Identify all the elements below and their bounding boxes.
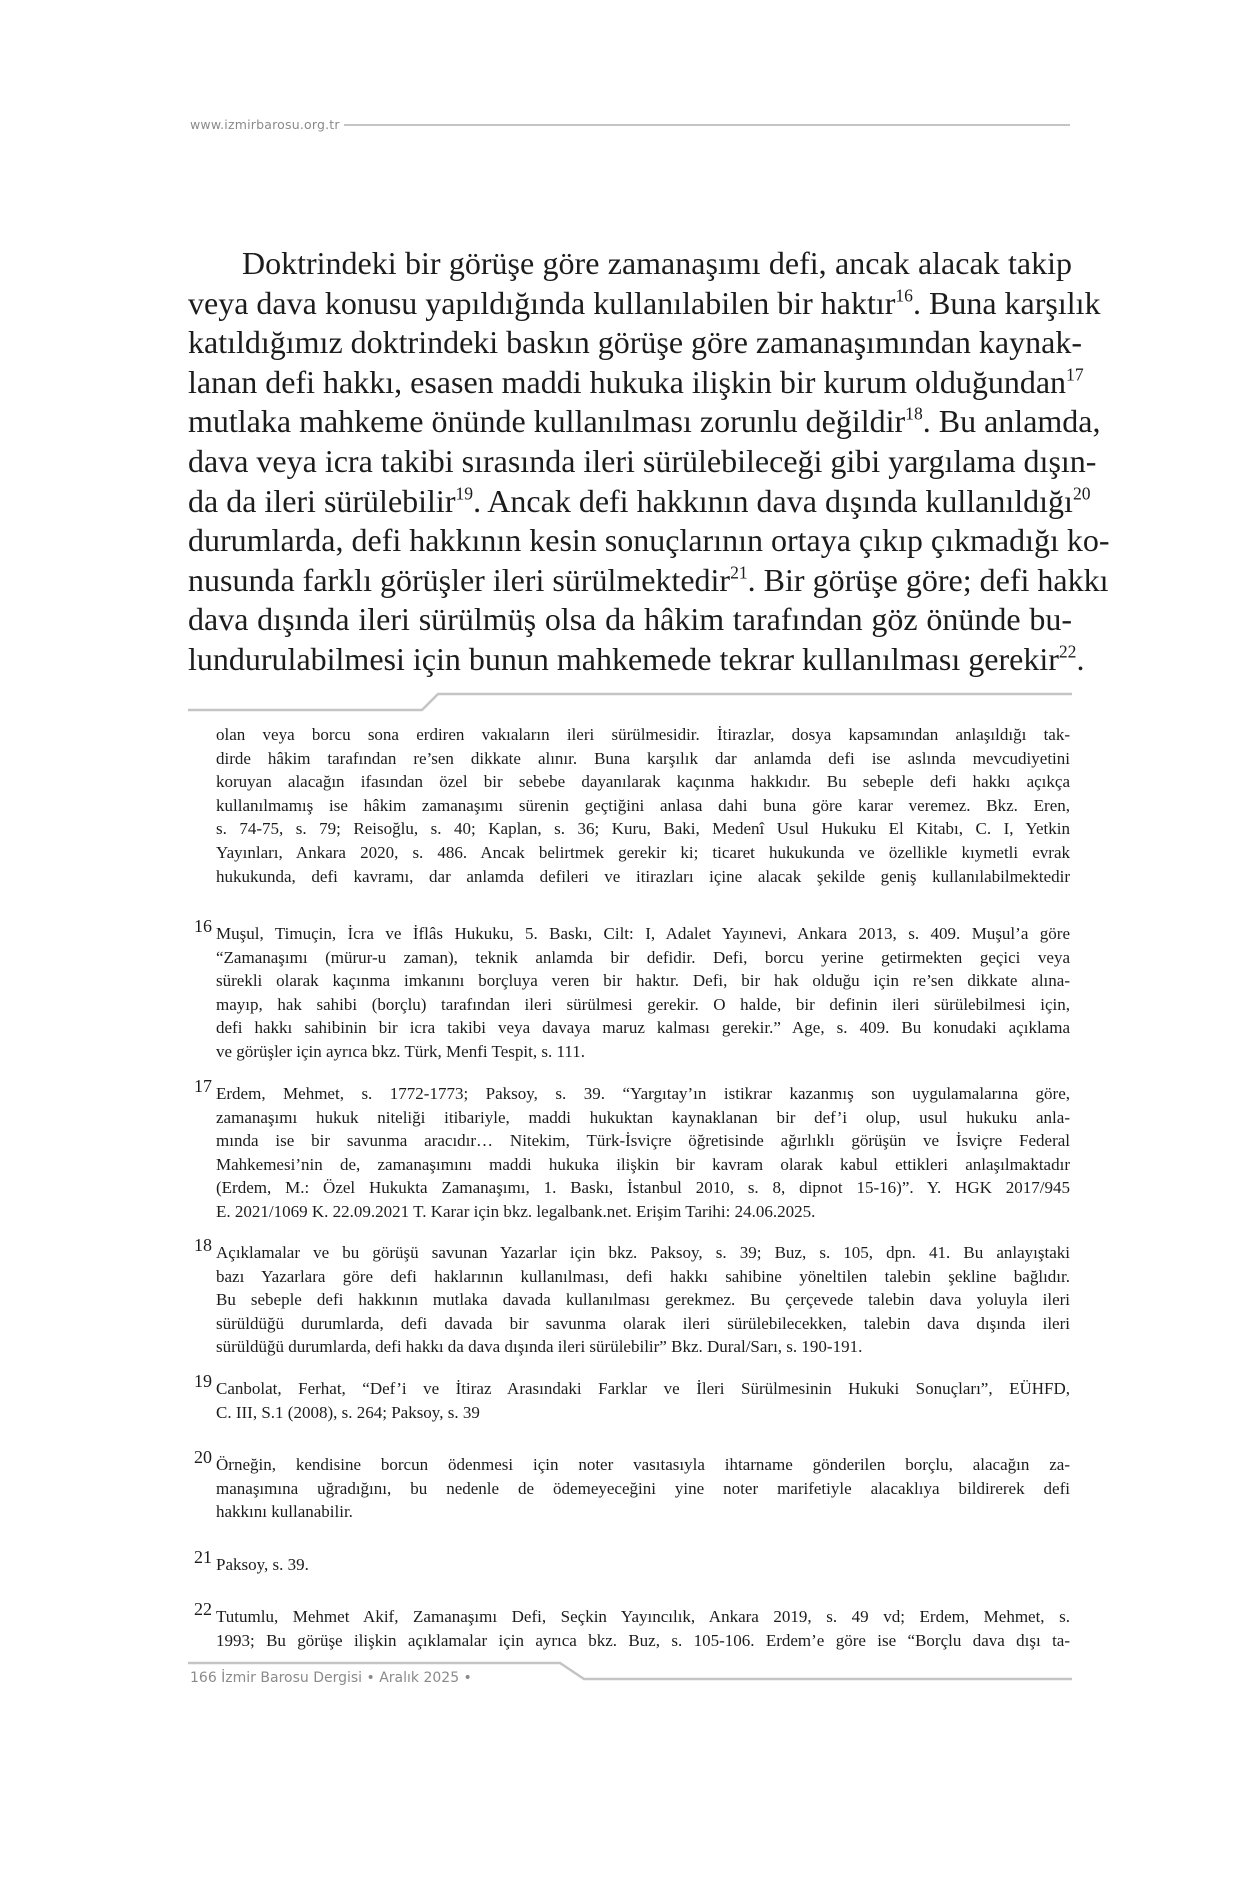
footnote-line: Paksoy, s. 39. <box>216 1555 309 1574</box>
footnote-number: 21 <box>194 1547 212 1567</box>
footnote-line: Yayınları, Ankara 2020, s. 486. Ancak belirtmek gerekir ki; ticaret hukukunda ve özellikle kıymetli evrak <box>216 842 1070 862</box>
footnote-line: “Zamanaşımı (mürur-u zaman), teknik anlamda bir defidir. Defi, borcu yerine getirmekten geçici veya <box>216 947 1070 967</box>
footnote-line: kullanılmamış ise hâkim zamanaşımı sürenin geçtiğini anlasa dahi buna göre karar veremez. Bkz. Eren, <box>216 795 1070 815</box>
footnote-number: 16 <box>194 916 212 936</box>
footnote-line: Tutumlu, Mehmet Akif, Zamanaşımı Defi, Seçkin Yayıncılık, Ankara 2019, s. 49 vd; Erdem, Mehmet, s. <box>216 1607 1070 1626</box>
footnote-line: sürüldüğü durumlarda, defi davada bir savunma olarak ileri sürülebilecekken, talebin dava dışında ileri <box>216 1313 1070 1333</box>
header-url: www.izmirbarosu.org.tr <box>190 117 340 132</box>
main-line: lanan defi hakkı, esasen maddi hukuka ilişkin bir kurum olduğundan$^{17}$ <box>188 363 1084 400</box>
footnote-line: (Erdem, M.: Özel Hukukta Zamanaşımı, 1. Baskı, İstanbul 2010, s. 8, dipnot 15-16)”. Y. HGK 2017/945 <box>216 1178 1070 1198</box>
footnote-number: 19 <box>194 1371 212 1391</box>
main-line: veya dava konusu yapıldığında kullanılabilen bir haktır$^{16}$. Buna karşılık <box>188 284 1101 321</box>
main-line: lundurulabilmesi için bunun mahkemede tekrar kullanılması gerekir$^{22}$. <box>188 640 1085 677</box>
footnote-ref[interactable]: 21 <box>730 562 748 583</box>
footnote-line: Mahkemesi’nin de, zamanaşımını maddi hukuka ilişkin bir kavram olarak kabul ettikleri anlaşılmaktadır <box>216 1154 1070 1174</box>
footnote-line: bazı Yazarlara göre defi haklarının kullanılması, defi hakkı sahibine yöneltilen talebin şekline bağlıdır. <box>216 1266 1070 1286</box>
footnote-line: zamanaşımı hukuk niteliği itibariyle, maddi hukuktan kaynaklanan bir def’i olup, usul hukuku anla- <box>216 1107 1070 1127</box>
footer-page-info: 166 İzmir Barosu Dergisi • Aralık 2025 • <box>190 1670 472 1686</box>
footnote-number: 22 <box>194 1599 212 1619</box>
footnote-line: ve görüşler için ayrıca bkz. Türk, Menfi Tespit, s. 111. <box>216 1041 585 1061</box>
footnote-line: sürüldüğü durumlarda, defi hakkı da dava dışında ileri sürülebilir” Bkz. Dural/Sarı, s. 190-191. <box>216 1337 863 1357</box>
footnote-line: sürekli olarak kaçınma imkanını borçluya veren bir haktır. Defi, bir hak olduğu için re’sen dikkate alına- <box>216 971 1070 991</box>
footnote-line: Örneğin, kendisine borcun ödenmesi için noter vasıtasıyla ihtarname gönderilen borçlu, alacağın za- <box>216 1455 1070 1474</box>
footnote-ref[interactable]: 17 <box>1066 364 1084 385</box>
footnote-line: mında ise bir savunma aracıdır… Nitekim, Türk-İsviçre öğretisinde ağırlıklı görüşün ve İsviçre Federal <box>216 1131 1070 1151</box>
footnote-ref[interactable]: 19 <box>455 483 474 504</box>
footnote-line: Bu sebeple defi hakkının mutlaka davada kullanılması gerekmez. Bu çerçevede talebin dava yoluyla ileri <box>216 1290 1070 1310</box>
main-line: Doktrindeki bir görüşe göre zamanaşımı defi, ancak alacak takip <box>242 245 1072 281</box>
main-line: mutlaka mahkeme önünde kullanılması zorunlu değildir$^{18}$. Bu anlamda, <box>188 403 1101 440</box>
footnote-ref[interactable]: 20 <box>1072 483 1091 504</box>
main-line: dava veya icra takibi sırasında ileri sürülebileceği gibi yargılama dışın- <box>188 442 1097 479</box>
footnote-line: s. 74-75, s. 79; Reisoğlu, s. 40; Kaplan, s. 36; Kuru, Baki, Medenî Usul Hukuku El Kitabı, C. I, Yetkin <box>216 819 1070 839</box>
main-paragraph <box>188 244 1110 680</box>
footnote-line: koruyan alacağın ifasından özel bir sebebe dayanılarak kaçınma hakkıdır. Bu sebeple defi hakkı açıkça <box>216 772 1070 792</box>
footnote-line: Muşul, Timuçin, İcra ve İflâs Hukuku, 5. Baskı, Cilt: I, Adalet Yayınevi, Ankara 2013, s. 409. Muşul’a göre <box>216 924 1070 943</box>
footnote-line: hukukunda, defi kavramı, dar anlamda defileri ve itirazları içine alacak şekilde geniş kullanılabilmektedir <box>216 866 1070 886</box>
footnote-separator <box>188 692 1072 712</box>
footnote-line: mayıp, hak sahibi (borçlu) tarafından ileri sürülmesi gerekir. O halde, bir definin ileri sürülebilmesi için, <box>216 994 1070 1014</box>
footnote-line: E. 2021/1069 K. 22.09.2021 T. Karar için bkz. legalbank.net. Erişim Tarihi: 24.06.2025. <box>216 1201 816 1221</box>
main-line: da da ileri sürülebilir$^{19}$. Ancak defi hakkının dava dışında kullanıldığı$^{20}$ <box>188 482 1091 519</box>
footnote-number: 20 <box>194 1447 212 1467</box>
footnote-line: olan veya borcu sona erdiren vakıaların ileri sürülmesidir. İtirazlar, dosya kapsamından anlaşıldığı tak- <box>216 725 1070 744</box>
footnote-ref[interactable]: 16 <box>895 285 913 306</box>
footnote-line: hakkını kullanabilir. <box>216 1502 353 1522</box>
footnote-line: defi hakkı sahibinin bir icra takibi veya davaya maruz kalması gerekir.” Age, s. 409. Bu konudaki açıklama <box>216 1018 1070 1038</box>
footnote-continued <box>216 723 1070 888</box>
footnote-ref[interactable]: 18 <box>905 404 923 425</box>
main-line: nusunda farklı görüşler ileri sürülmektedir$^{21}$. Bir görüşe göre; defi hakkı <box>188 561 1109 598</box>
footnote-number: 17 <box>194 1076 212 1096</box>
page-footer <box>188 1661 1072 1691</box>
footnote-line: manaşımına uğradığını, bu nedenle de ödemeyeceğini yine noter marifetiyle alacaklıya bildirerek defi <box>216 1478 1070 1498</box>
main-line: durumlarda, defi hakkının kesin sonuçlarının ortaya çıkıp çıkmadığı ko- <box>188 522 1110 559</box>
footnote-line: dirde hâkim tarafından re’sen dikkate alınır. Buna karşılık dar anlamda defi ise aslında mevcudiyetini <box>216 748 1070 768</box>
header-rule <box>344 124 1070 126</box>
footnote-ref[interactable]: 22 <box>1058 641 1077 662</box>
main-line: katıldığımız doktrindeki baskın görüşe göre zamanaşımından kaynak- <box>188 324 1082 361</box>
footnote-line: Açıklamalar ve bu görüşü savunan Yazarlar için bkz. Paksoy, s. 39; Buz, s. 105, dpn. 41. Bu anlayıştaki <box>216 1243 1070 1262</box>
footnote-line: Erdem, Mehmet, s. 1772-1773; Paksoy, s. 39. “Yargıtay’ın istikrar kazanmış son uygulamalarına göre, <box>216 1084 1070 1103</box>
footnote-line: 1993; Bu görüşe ilişkin açıklamalar için ayrıca bkz. Buz, s. 105-106. Erdem’e göre ise “Borçlu dava dışı ta- <box>216 1630 1070 1650</box>
footnote-number: 18 <box>194 1235 212 1255</box>
footnote-line: Canbolat, Ferhat, “Def’i ve İtiraz Arasındaki Farklar ve İleri Sürülmesinin Hukuki Sonuçları”, EÜHFD, <box>216 1379 1070 1398</box>
main-line: dava dışında ileri sürülmüş olsa da hâkim tarafından göz önünde bu- <box>188 601 1072 638</box>
footnote-line: C. III, S.1 (2008), s. 264; Paksoy, s. 39 <box>216 1402 480 1422</box>
